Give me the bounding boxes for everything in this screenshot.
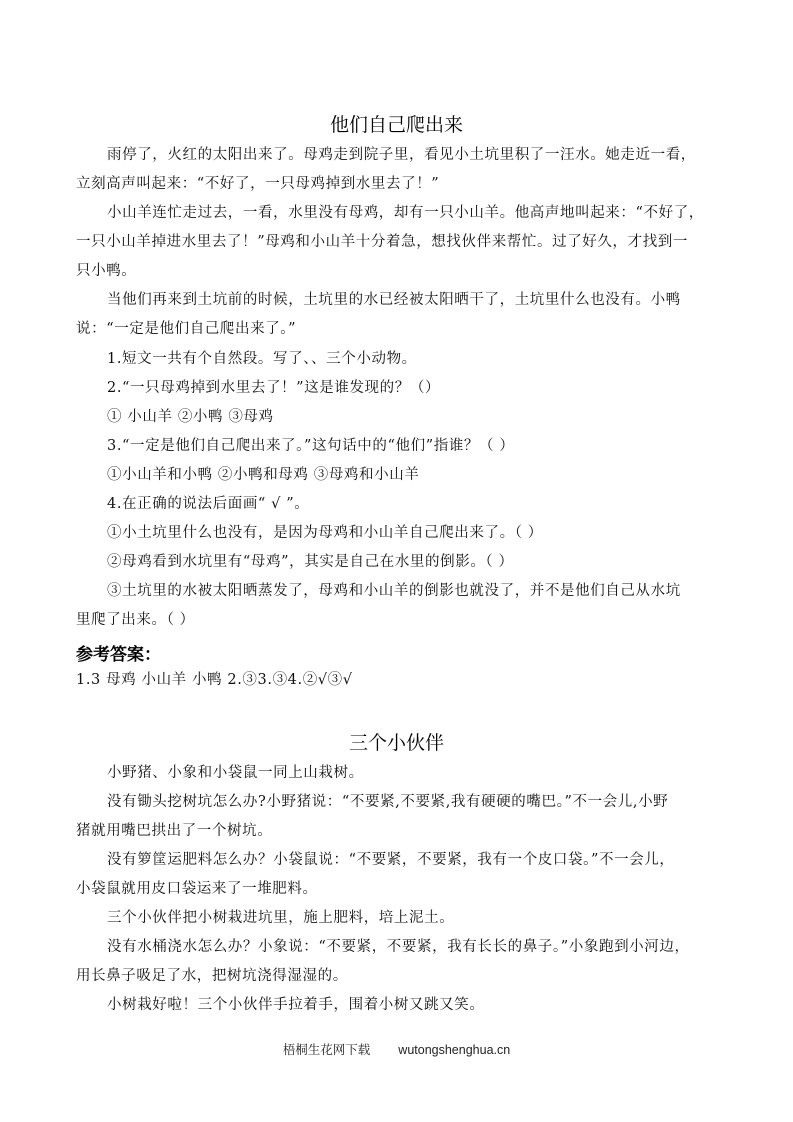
story1-line: 只小鸭。 — [76, 263, 137, 279]
story1-line: 说：“一定是他们自己爬出来了。” — [76, 321, 297, 337]
question-1: 1.短文一共有个自然段。写了、、三个小动物。 — [107, 351, 417, 367]
question-2: 2.“一只母鸡掉到水里去了！”这是谁发现的？（） — [107, 380, 441, 396]
question-2-options: ① 小山羊 ②小鸭 ③母鸡 — [107, 409, 274, 425]
question-4-item: ③土坑里的水被太阳晒蒸发了，母鸡和小山羊的倒影也就没了，并不是他们自己从水坑 — [107, 583, 681, 599]
story2-line: 小袋鼠就用皮口袋运来了一堆肥料。 — [76, 881, 318, 897]
story1-line: 当他们再来到土坑前的时候，土坑里的水已经被太阳晒干了，土坑里什么也没有。小鸭 — [107, 292, 681, 308]
story1-line: 小山羊连忙走过去，一看，水里没有母鸡，却有一只小山羊。他高声地叫起来：“不好了， — [107, 205, 704, 221]
story1-line: 一只小山羊掉进水里去了！”母鸡和小山羊十分着急，想找伙伴来帮忙。过了好久，才找到一 — [76, 234, 689, 250]
story2-line: 用长鼻子吸足了水，把树坑浇得湿湿的。 — [76, 968, 348, 984]
story2-line: 小树栽好啦！三个小伙伴手拉着手，围着小树又跳又笑。 — [107, 997, 485, 1013]
question-4-item: ②母鸡看到水坑里有“母鸡”，其实是自己在水里的倒影。（ ） — [107, 554, 514, 570]
story2-title: 三个小伙伴 — [348, 732, 444, 754]
footer-site-name: 梧桐生花网下载 — [282, 1042, 371, 1057]
story1-line: 雨停了，火红的太阳出来了。母鸡走到院子里，看见小土坑里积了一汪水。她走近一看， — [107, 147, 696, 163]
story2-line: 猪就用嘴巴拱出了一个树坑。 — [76, 823, 273, 839]
question-3: 3.“一定是他们自己爬出来了。”这句话中的“他们”指谁？（ ） — [107, 438, 515, 454]
answers-title: 参考答案： — [76, 645, 161, 665]
question-4: 4.在正确的说法后面画“ √ ”。 — [107, 496, 310, 512]
answers-text: 1.3 母鸡 小山羊 小鸭 2.③3.③4.②√③√ — [76, 672, 353, 688]
story1-line: 立刻高声叫起来：“不好了，一只母鸡掉到水里去了！” — [76, 176, 440, 192]
story2-line: 没有水桶浇水怎么办？小象说：“不要紧，不要紧，我有长长的鼻子。”小象跑到小河边， — [107, 939, 690, 955]
story2-line: 没有箩筐运肥料怎么办？小袋鼠说：“不要紧，不要紧，我有一个皮口袋。”不一会儿， — [107, 852, 675, 868]
question-3-options: ①小山羊和小鸭 ②小鸭和母鸡 ③母鸡和小山羊 — [107, 467, 420, 483]
footer-url[interactable]: wutongshenghua.cn — [398, 1043, 511, 1057]
story2-line: 三个小伙伴把小树栽进坑里，施上肥料，培上泥土。 — [107, 910, 455, 926]
story1-title: 他们自己爬出来 — [329, 114, 463, 136]
question-4-item: 里爬了出来。（ ） — [76, 612, 195, 628]
question-4-item: ①小土坑里什么也没有，是因为母鸡和小山羊自己爬出来了。（ ） — [107, 525, 543, 541]
story2-line: 小野猪、小象和小袋鼠一同上山栽树。 — [107, 765, 364, 781]
page-footer — [0, 1040, 793, 1058]
story2-line: 没有锄头挖树坑怎么办?小野猪说：“不要紧,不要紧,我有硬硬的嘴巴。”不一会儿,小野 — [107, 794, 669, 810]
